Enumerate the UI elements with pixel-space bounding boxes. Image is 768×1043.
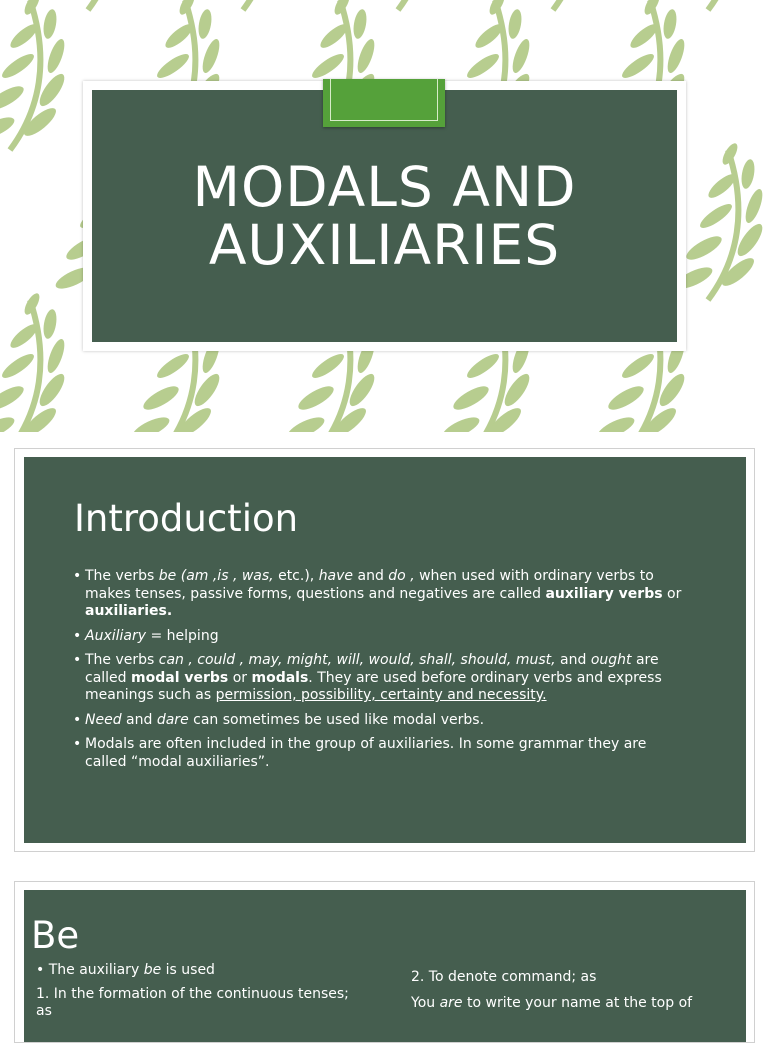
text: etc.), xyxy=(273,568,319,584)
bullet-modal-verbs xyxy=(71,652,691,705)
text: or xyxy=(228,669,252,686)
bold-text: auxiliary verbs xyxy=(545,585,663,602)
text: = helping xyxy=(146,627,219,644)
introduction-panel xyxy=(24,457,746,843)
text: and xyxy=(121,711,157,728)
be-right-column xyxy=(411,969,731,1021)
text: is used xyxy=(161,962,215,978)
green-tab-decoration xyxy=(323,79,445,127)
italic-text: can , could , may, might, will, would, shall, should, must, xyxy=(158,652,556,668)
be-heading: Be xyxy=(31,914,80,957)
text: . They are used before ordinary verbs and express meanings such as xyxy=(85,669,662,703)
italic-text: do , xyxy=(388,568,415,584)
be-usage-intro xyxy=(36,962,366,979)
be-panel xyxy=(24,890,746,1042)
introduction-heading: Introduction xyxy=(74,497,299,540)
italic-text: Auxiliary xyxy=(85,627,147,644)
text: The verbs xyxy=(85,652,159,668)
introduction-slide xyxy=(14,448,755,852)
bullet-modal-auxiliaries xyxy=(71,736,691,771)
italic-text: dare xyxy=(156,711,189,728)
text: and xyxy=(353,568,389,584)
be-example xyxy=(411,995,731,1012)
introduction-bullet-list xyxy=(71,568,691,778)
text: to write your name at the top of xyxy=(462,995,693,1011)
tab-inner-border xyxy=(330,79,438,121)
text: Modals are often included in the group of auxiliaries. In some grammar they are called “modal auxiliaries”. xyxy=(85,736,647,770)
bold-text: modals xyxy=(251,669,309,686)
bullet-need-dare xyxy=(71,712,691,730)
title-line-2: AUXILIARIES xyxy=(208,213,561,277)
bold-text: modal verbs xyxy=(131,669,229,686)
be-left-column xyxy=(36,962,366,1027)
italic-text: are xyxy=(439,995,463,1011)
be-usage-1: 1. In the formation of the continuous tenses; as xyxy=(36,986,349,1019)
bullet-auxiliary-verbs xyxy=(71,568,691,621)
italic-text: Need xyxy=(85,711,122,728)
italic-text: ought xyxy=(590,652,632,668)
italic-text: be (am ,is , was, xyxy=(158,568,274,584)
slide-title xyxy=(92,155,677,277)
underlined-text: permission, possibility, certainty and necessity. xyxy=(215,687,547,703)
text: or xyxy=(662,585,682,602)
italic-text: have xyxy=(318,568,354,584)
text: are called xyxy=(85,652,659,686)
text: can sometimes be used like modal verbs. xyxy=(188,711,485,728)
text: when used with ordinary verbs to makes tenses, passive forms, questions and negatives are called xyxy=(85,568,654,602)
be-slide xyxy=(14,881,755,1043)
text: The verbs xyxy=(85,568,159,584)
be-usage-2: 2. To denote command; as xyxy=(411,969,597,985)
text: and xyxy=(555,652,591,668)
text: You xyxy=(411,995,440,1011)
bullet-auxiliary-meaning xyxy=(71,628,691,646)
title-slide xyxy=(0,0,768,432)
text: • The auxiliary xyxy=(36,962,144,978)
title-panel xyxy=(92,90,677,342)
title-line-1: MODALS AND xyxy=(192,155,577,219)
italic-text: be xyxy=(143,962,162,978)
bold-text: auxiliaries. xyxy=(85,603,173,619)
